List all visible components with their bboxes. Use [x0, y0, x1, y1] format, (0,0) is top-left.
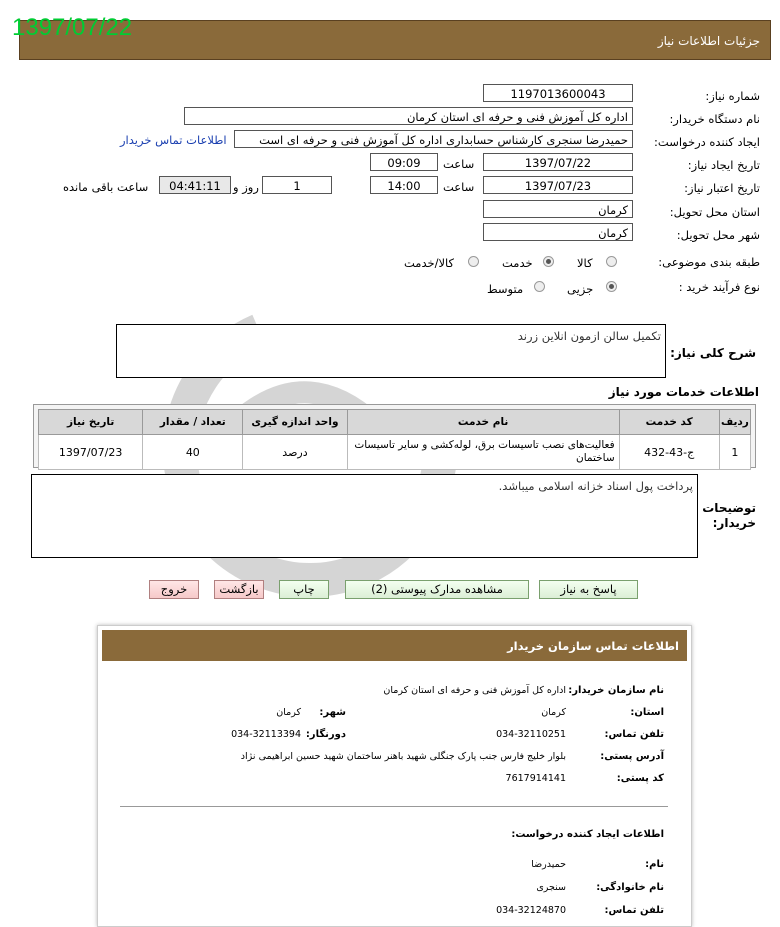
creator-field[interactable]: حمیدرضا سنجری کارشناس حسابداری اداره کل آموزش فنی و حرفه ای است	[234, 130, 633, 148]
valid-time-field[interactable]: 14:00	[370, 176, 438, 194]
services-title: اطلاعات خدمات مورد نیاز	[608, 385, 759, 399]
cell-unit: درصد	[243, 435, 347, 470]
cell-code: ج-43-432	[619, 435, 719, 470]
remaining-days-field[interactable]: 1	[262, 176, 332, 194]
valid-date-label: تاریخ اعتبار نیاز:	[684, 181, 760, 195]
summary-textarea[interactable]: تکمیل سالن ازمون انلاین زرند	[116, 324, 666, 378]
need-number-field[interactable]: 1197013600043	[483, 84, 633, 102]
category-option-goods-service: کالا/خدمت	[404, 256, 455, 270]
city-field[interactable]: کرمان	[483, 223, 633, 241]
remaining-time-field[interactable]: 04:41:11	[159, 176, 231, 194]
remaining-label: ساعت باقی مانده	[63, 180, 149, 194]
valid-date-field[interactable]: 1397/07/23	[483, 176, 633, 194]
days-and-label: روز و	[233, 180, 259, 194]
buyer-notes-label-1: توضیحات	[702, 501, 756, 515]
creator-family-label: نام خانوادگی:	[596, 882, 664, 893]
category-radio-service[interactable]	[543, 256, 554, 267]
services-table-container	[33, 404, 756, 468]
contact-city-label: شهر:	[319, 707, 346, 718]
back-button[interactable]: بازگشت	[214, 580, 264, 599]
category-radio-goods-service[interactable]	[468, 256, 479, 267]
contact-title: اطلاعات تماس سازمان خریدار	[507, 639, 679, 653]
province-label: استان محل تحویل:	[669, 205, 760, 219]
valid-time-label: ساعت	[443, 180, 475, 194]
contact-address-value: بلوار خلیج فارس جنب پارک جنگلی شهید باهنر ساختمان شهید حسین ابراهیمی نژاد	[240, 751, 566, 762]
col-date: تاریخ نیاز	[39, 410, 143, 435]
page-title: جزئیات اطلاعات نیاز	[657, 34, 760, 48]
date-stamp: 1397/07/22	[12, 14, 133, 41]
contact-postal-value: 7617914141	[505, 773, 566, 784]
table-row[interactable]	[39, 435, 751, 470]
purchase-option-minor: جزیی	[567, 282, 594, 296]
contact-fax-label: دورنگار:	[305, 729, 346, 740]
created-date-label: تاریخ ایجاد نیاز:	[687, 158, 760, 172]
contact-province-label: استان:	[630, 707, 664, 718]
col-code: کد خدمت	[619, 410, 719, 435]
attachments-button[interactable]: مشاهده مدارک پیوستی (2)	[345, 580, 529, 599]
contact-panel	[97, 625, 692, 927]
cell-qty: 40	[143, 435, 243, 470]
purchase-radio-medium[interactable]	[534, 281, 545, 292]
col-row: ردیف	[719, 410, 750, 435]
cell-name: فعالیت‌های نصب تاسیسات برق، لوله‌کشی و سایر تاسیسات ساختمان	[347, 435, 619, 470]
buyer-org-field[interactable]: اداره کل آموزش فنی و حرفه ای استان کرمان	[184, 107, 633, 125]
exit-button[interactable]: خروج	[149, 580, 199, 599]
contact-phone-value: 034-32110251	[496, 729, 566, 740]
contact-province-value: کرمان	[541, 707, 566, 718]
city-label: شهر محل تحویل:	[676, 228, 760, 242]
creator-label: ایجاد کننده درخواست:	[654, 135, 760, 149]
creator-section-title: اطلاعات ایجاد کننده درخواست:	[511, 829, 664, 840]
contact-postal-label: کد پستی:	[616, 773, 664, 784]
cell-date: 1397/07/23	[39, 435, 143, 470]
services-header-row	[39, 410, 751, 435]
purchase-option-medium: متوسط	[487, 282, 524, 296]
col-qty: تعداد / مقدار	[143, 410, 243, 435]
print-button[interactable]: چاپ	[279, 580, 329, 599]
creator-phone-label: تلفن تماس:	[604, 905, 664, 916]
creator-phone-value: 034-32124870	[496, 905, 566, 916]
services-table	[38, 409, 751, 470]
contact-org-label: نام سازمان خریدار:	[568, 685, 664, 696]
contact-address-label: آدرس پستی:	[600, 751, 664, 762]
category-radio-goods[interactable]	[606, 256, 617, 267]
creator-name-value: حمیدرضا	[531, 859, 566, 870]
creator-family-value: سنجری	[536, 882, 566, 893]
category-option-goods: کالا	[577, 256, 593, 270]
col-name: نام خدمت	[347, 410, 619, 435]
purchase-radio-minor[interactable]	[606, 281, 617, 292]
contact-city-value: کرمان	[276, 707, 301, 718]
contact-phone-label: تلفن تماس:	[604, 729, 664, 740]
category-option-service: خدمت	[502, 256, 533, 270]
created-date-field[interactable]: 1397/07/22	[483, 153, 633, 171]
need-number-label: شماره نیاز:	[705, 89, 760, 103]
cell-row: 1	[719, 435, 750, 470]
created-time-label: ساعت	[443, 157, 475, 171]
contact-header	[102, 630, 687, 661]
contact-fax-value: 034-32113394	[231, 729, 301, 740]
province-field[interactable]: کرمان	[483, 200, 633, 218]
contact-divider	[120, 806, 668, 807]
buyer-contact-link[interactable]: اطلاعات تماس خریدار	[120, 133, 227, 147]
category-label: طبقه بندی موضوعی:	[658, 255, 760, 269]
buyer-notes-label-2: خریدار:	[712, 516, 756, 530]
col-unit: واحد اندازه گیری	[243, 410, 347, 435]
summary-label: شرح کلی نیاز:	[670, 346, 756, 360]
purchase-type-label: نوع فرآیند خرید :	[678, 280, 760, 294]
creator-name-label: نام:	[645, 859, 664, 870]
buyer-notes-textarea[interactable]: پرداخت پول اسناد خزانه اسلامی میباشد.	[31, 474, 698, 558]
buyer-org-label: نام دستگاه خریدار:	[669, 112, 760, 126]
contact-org-value: اداره کل آموزش فنی و حرفه ای استان کرمان	[383, 685, 566, 696]
created-time-field[interactable]: 09:09	[370, 153, 438, 171]
reply-button[interactable]: پاسخ به نیاز	[539, 580, 638, 599]
